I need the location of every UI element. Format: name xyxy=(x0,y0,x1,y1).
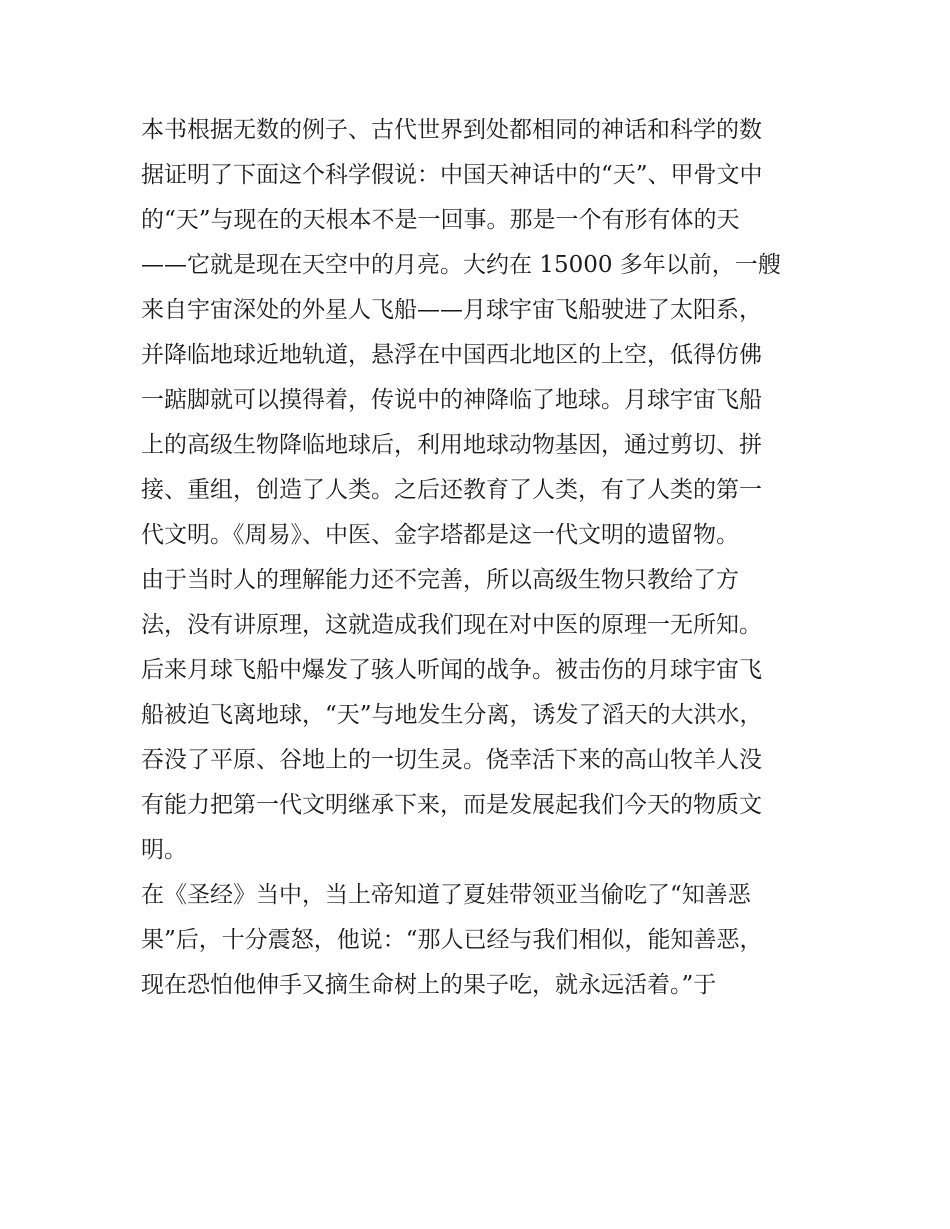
text-line: 代文明。《周易》、中医、金字塔都是这一代文明的遗留物。 xyxy=(141,522,739,548)
text-line: 后来月球飞船中爆发了骇人听闻的战争。被击伤的月球宇宙飞 xyxy=(141,657,762,683)
text-line: 果”后，十分震怒，他说：“那人已经与我们相似，能知善恶， xyxy=(141,927,763,953)
text-line: 的“天”与现在的天根本不是一回事。那是一个有形有体的天 xyxy=(141,207,740,233)
text-line: 本书根据无数的例子、古代世界到处都相同的神话和科学的数 xyxy=(141,117,762,143)
text-line: 有能力把第一代文明继承下来，而是发展起我们今天的物质文 xyxy=(141,792,762,818)
text-line: ——它就是现在天空中的月亮。大约在 15000 多年以前，一艘 xyxy=(141,252,781,278)
body-text xyxy=(141,108,821,1008)
text-line: 在《圣经》当中，当上帝知道了夏娃带领亚当偷吃了“知善恶 xyxy=(141,882,751,908)
text-line: 据证明了下面这个科学假说：中国天神话中的“天”、甲骨文中 xyxy=(141,162,763,188)
text-line: 接、重组，创造了人类。之后还教育了人类，有了人类的第一 xyxy=(141,477,762,503)
text-line: 法，没有讲原理，这就造成我们现在对中医的原理一无所知。 xyxy=(141,612,762,638)
text-line: 吞没了平原、谷地上的一切生灵。侥幸活下来的高山牧羊人没 xyxy=(141,747,762,773)
text-line: 船被迫飞离地球，“天”与地发生分离，诱发了滔天的大洪水， xyxy=(141,702,763,728)
text-line: 一踮脚就可以摸得着，传说中的神降临了地球。月球宇宙飞船 xyxy=(141,387,762,413)
text-line: 并降临地球近地轨道，悬浮在中国西北地区的上空，低得仿佛 xyxy=(141,342,762,368)
text-line: 现在恐怕他伸手又摘生命树上的果子吃，就永远活着。”于 xyxy=(141,972,717,998)
text-line: 明。 xyxy=(141,837,187,863)
text-line: 由于当时人的理解能力还不完善，所以高级生物只教给了方 xyxy=(141,567,739,593)
text-line: 来自宇宙深处的外星人飞船——月球宇宙飞船驶进了太阳系， xyxy=(141,297,762,323)
text-line: 上的高级生物降临地球后，利用地球动物基因，通过剪切、拼 xyxy=(141,432,762,458)
